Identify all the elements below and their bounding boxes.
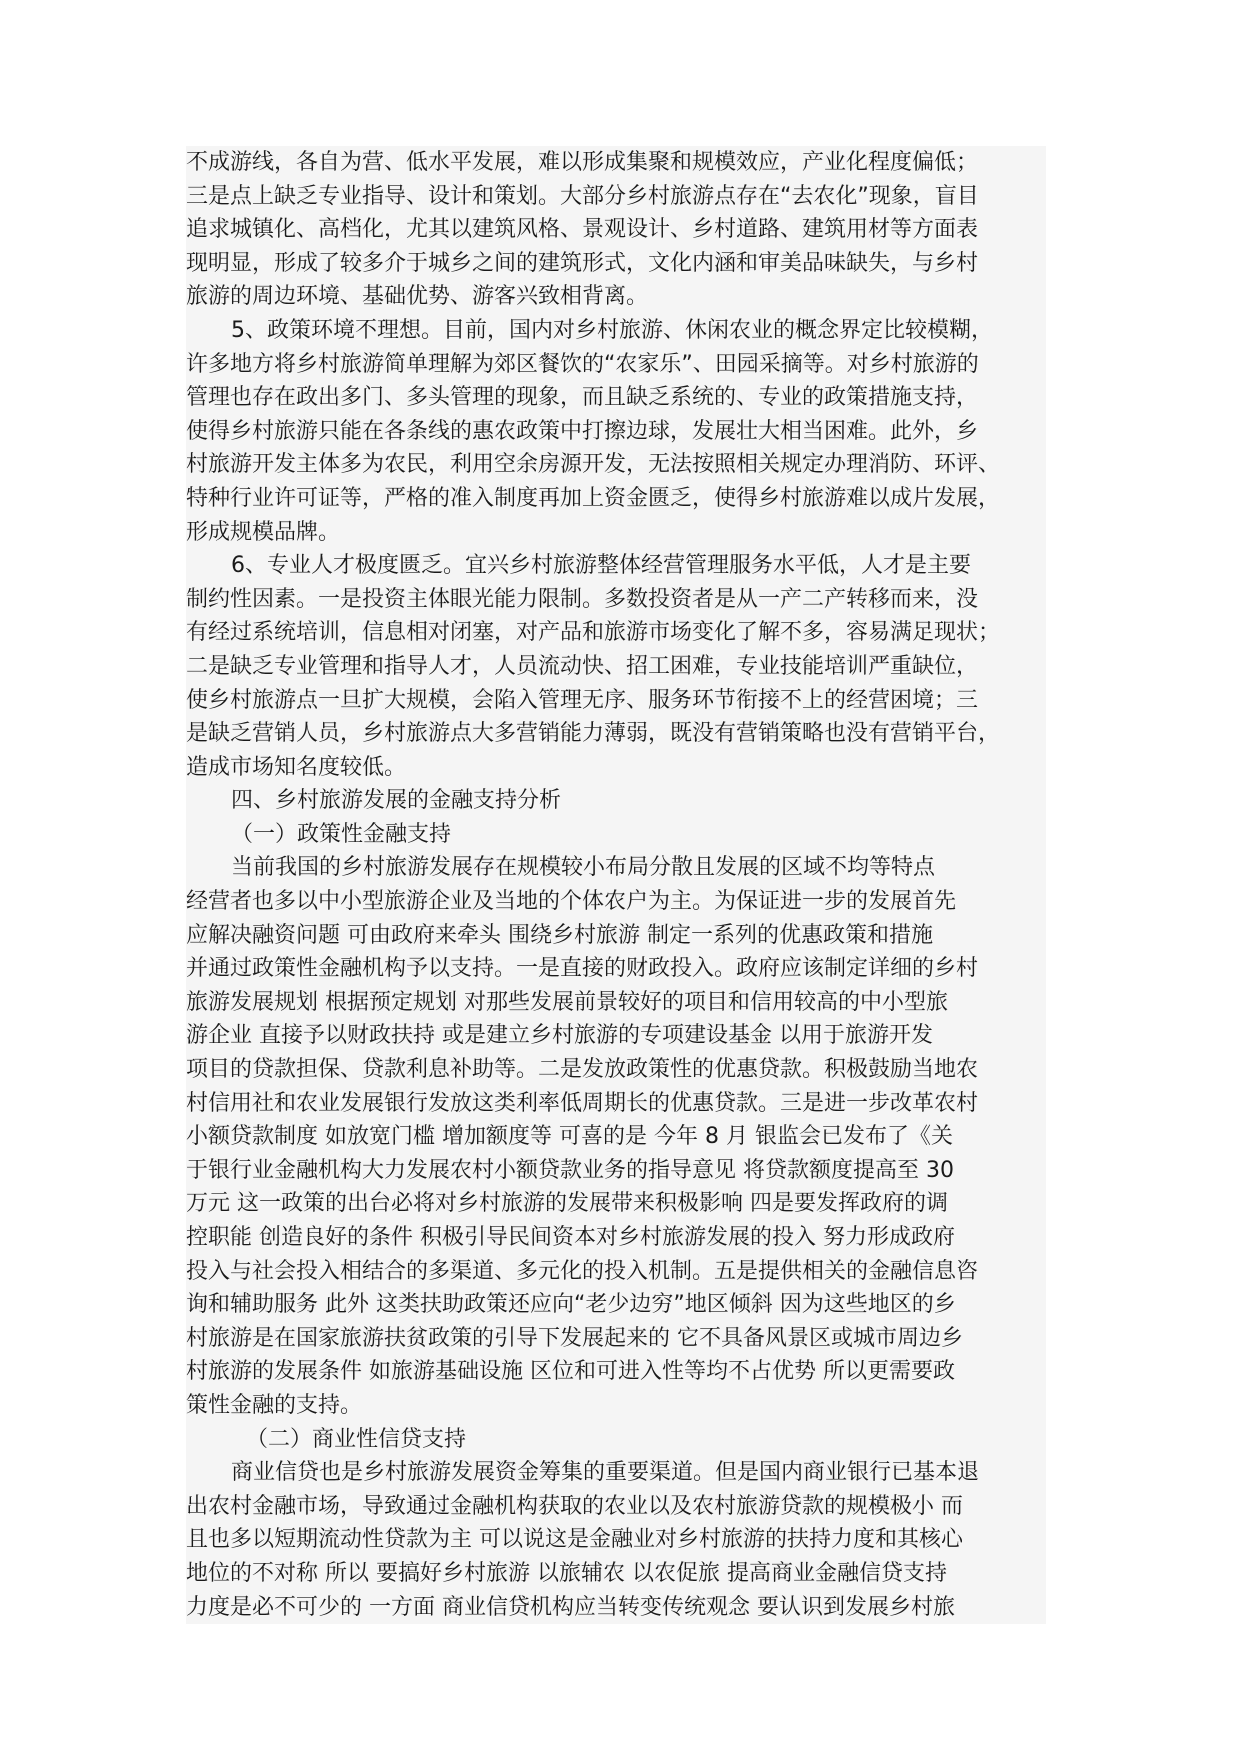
- text-line: 造成市场知名度较低。: [186, 754, 407, 780]
- text-line: 是缺乏营销人员，乡村旅游点大多营销能力薄弱，既没有营销策略也没有营销平台，: [186, 721, 1001, 747]
- text-line: 并通过政策性金融机构予以支持。一是直接的财政投入。政府应该制定详细的乡村: [186, 956, 979, 982]
- text-line: 于银行业金融机构大力发展农村小额贷款业务的指导意见 将贷款额度提高至 30: [186, 1157, 954, 1183]
- text-line: 商业信贷也是乡村旅游发展资金筹集的重要渠道。但是国内商业银行已基本退: [231, 1460, 980, 1486]
- text-line: 许多地方将乡村旅游简单理解为郊区餐饮的“农家乐”、田园采摘等。对乡村旅游的: [186, 351, 979, 377]
- text-line: 且也多以短期流动性贷款为主 可以说这是金融业对乡村旅游的扶持力度和其核心: [186, 1527, 963, 1553]
- text-line: 询和辅助服务 此外 这类扶助政策还应向“老少边穷”地区倾斜 因为这些地区的乡: [186, 1292, 956, 1318]
- text-line: 使乡村旅游点一旦扩大规模，会陷入管理无序、服务环节衔接不上的经营困境；三: [186, 687, 979, 713]
- text-line: 制约性因素。一是投资主体眼光能力限制。多数投资者是从一产二产转移而来，没: [186, 586, 979, 612]
- text-line: 村信用社和农业发展银行发放这类利率低周期长的优惠贷款。三是进一步改革农村: [186, 1090, 979, 1116]
- text-line: 投入与社会投入相结合的多渠道、多元化的投入机制。五是提供相关的金融信息咨: [186, 1258, 979, 1284]
- text-line: 追求城镇化、高档化，尤其以建筑风格、景观设计、乡村道路、建筑用材等方面表: [186, 217, 979, 243]
- text-line: 管理也存在政出多门、多头管理的现象，而且缺乏系统的、专业的政策措施支持，: [186, 385, 979, 411]
- text-line: 地位的不对称 所以 要搞好乡村旅游 以旅辅农 以农促旅 提高商业金融信贷支持: [186, 1560, 947, 1586]
- text-line: 小额贷款制度 如放宽门槛 增加额度等 可喜的是 今年 8 月 银监会已发布了《关: [186, 1124, 953, 1150]
- document-body: [186, 146, 1046, 1624]
- text-line: 控职能 创造良好的条件 积极引导民间资本对乡村旅游发展的投入 努力形成政府: [186, 1225, 955, 1250]
- text-line: 旅游的周边环境、基础优势、游客兴致相背离。: [186, 284, 649, 310]
- text-line: 经营者也多以中小型旅游企业及当地的个体农户为主。为保证进一步的发展首先: [186, 889, 957, 915]
- text-line: 万元 这一政策的出台必将对乡村旅游的发展带来积极影响 四是要发挥政府的调: [186, 1191, 948, 1217]
- text-line: 村旅游是在国家旅游扶贫政策的引导下发展起来的 它不具备风景区或城市周边乡: [186, 1325, 963, 1351]
- text-line: 使得乡村旅游只能在各条线的惠农政策中打擦边球，发展壮大相当困难。此外，乡: [186, 418, 979, 444]
- text-line: 三是点上缺乏专业指导、设计和策划。大部分乡村旅游点存在“去农化”现象，盲目: [186, 183, 979, 209]
- text-line: 二是缺乏专业管理和指导人才，人员流动快、招工困难，专业技能培训严重缺位，: [186, 653, 979, 679]
- text-line: （二）商业性信贷支持: [246, 1426, 467, 1452]
- text-line: 力度是必不可少的 一方面 商业信贷机构应当转变传统观念 要认识到发展乡村旅: [186, 1594, 955, 1620]
- text-line: 形成规模品牌。: [186, 519, 341, 545]
- text-line: 出农村金融市场，导致通过金融机构获取的农业以及农村旅游贷款的规模极小 而: [186, 1493, 963, 1519]
- text-line: 有经过系统培训，信息相对闭塞，对产品和旅游市场变化了解不多，容易满足现状；: [186, 620, 1001, 646]
- text-line: 旅游发展规划 根据预定规划 对那些发展前景较好的项目和信用较高的中小型旅: [186, 989, 948, 1015]
- text-line: 6、专业人才极度匮乏。宜兴乡村旅游整体经营管理服务水平低，人才是主要: [231, 553, 971, 579]
- text-line: 5、政策环境不理想。目前，国内对乡村旅游、休闲农业的概念界定比较模糊，: [231, 317, 993, 343]
- text-line: 策性金融的支持。: [186, 1392, 363, 1418]
- text-line: 特种行业许可证等，严格的准入制度再加上资金匮乏，使得乡村旅游难以成片发展，: [186, 485, 1001, 511]
- text-line: 游企业 直接予以财政扶持 或是建立乡村旅游的专项建设基金 以用于旅游开发: [186, 1023, 933, 1049]
- text-line: 项目的贷款担保、贷款利息补助等。二是发放政策性的优惠贷款。积极鼓励当地农: [186, 1057, 979, 1083]
- text-line: 不成游线，各自为营、低水平发展，难以形成集聚和规模效应，产业化程度偏低；: [186, 150, 979, 175]
- text-line: 现明显，形成了较多介于城乡之间的建筑形式，文化内涵和审美品味缺失，与乡村: [186, 250, 979, 276]
- text-line: 应解决融资问题 可由政府来牵头 围绕乡村旅游 制定一系列的优惠政策和措施: [186, 922, 933, 948]
- text-line: 村旅游开发主体多为农民，利用空余房源开发，无法按照相关规定办理消防、环评、: [186, 452, 1001, 478]
- text-line: （一）政策性金融支持: [231, 821, 452, 847]
- text-line: 四、乡村旅游发展的金融支持分析: [231, 788, 562, 814]
- text-line: 村旅游的发展条件 如旅游基础设施 区位和可进入性等均不占优势 所以更需要政: [186, 1359, 955, 1385]
- text-line: 当前我国的乡村旅游发展存在规模较小布局分散且发展的区域不均等特点: [231, 855, 936, 881]
